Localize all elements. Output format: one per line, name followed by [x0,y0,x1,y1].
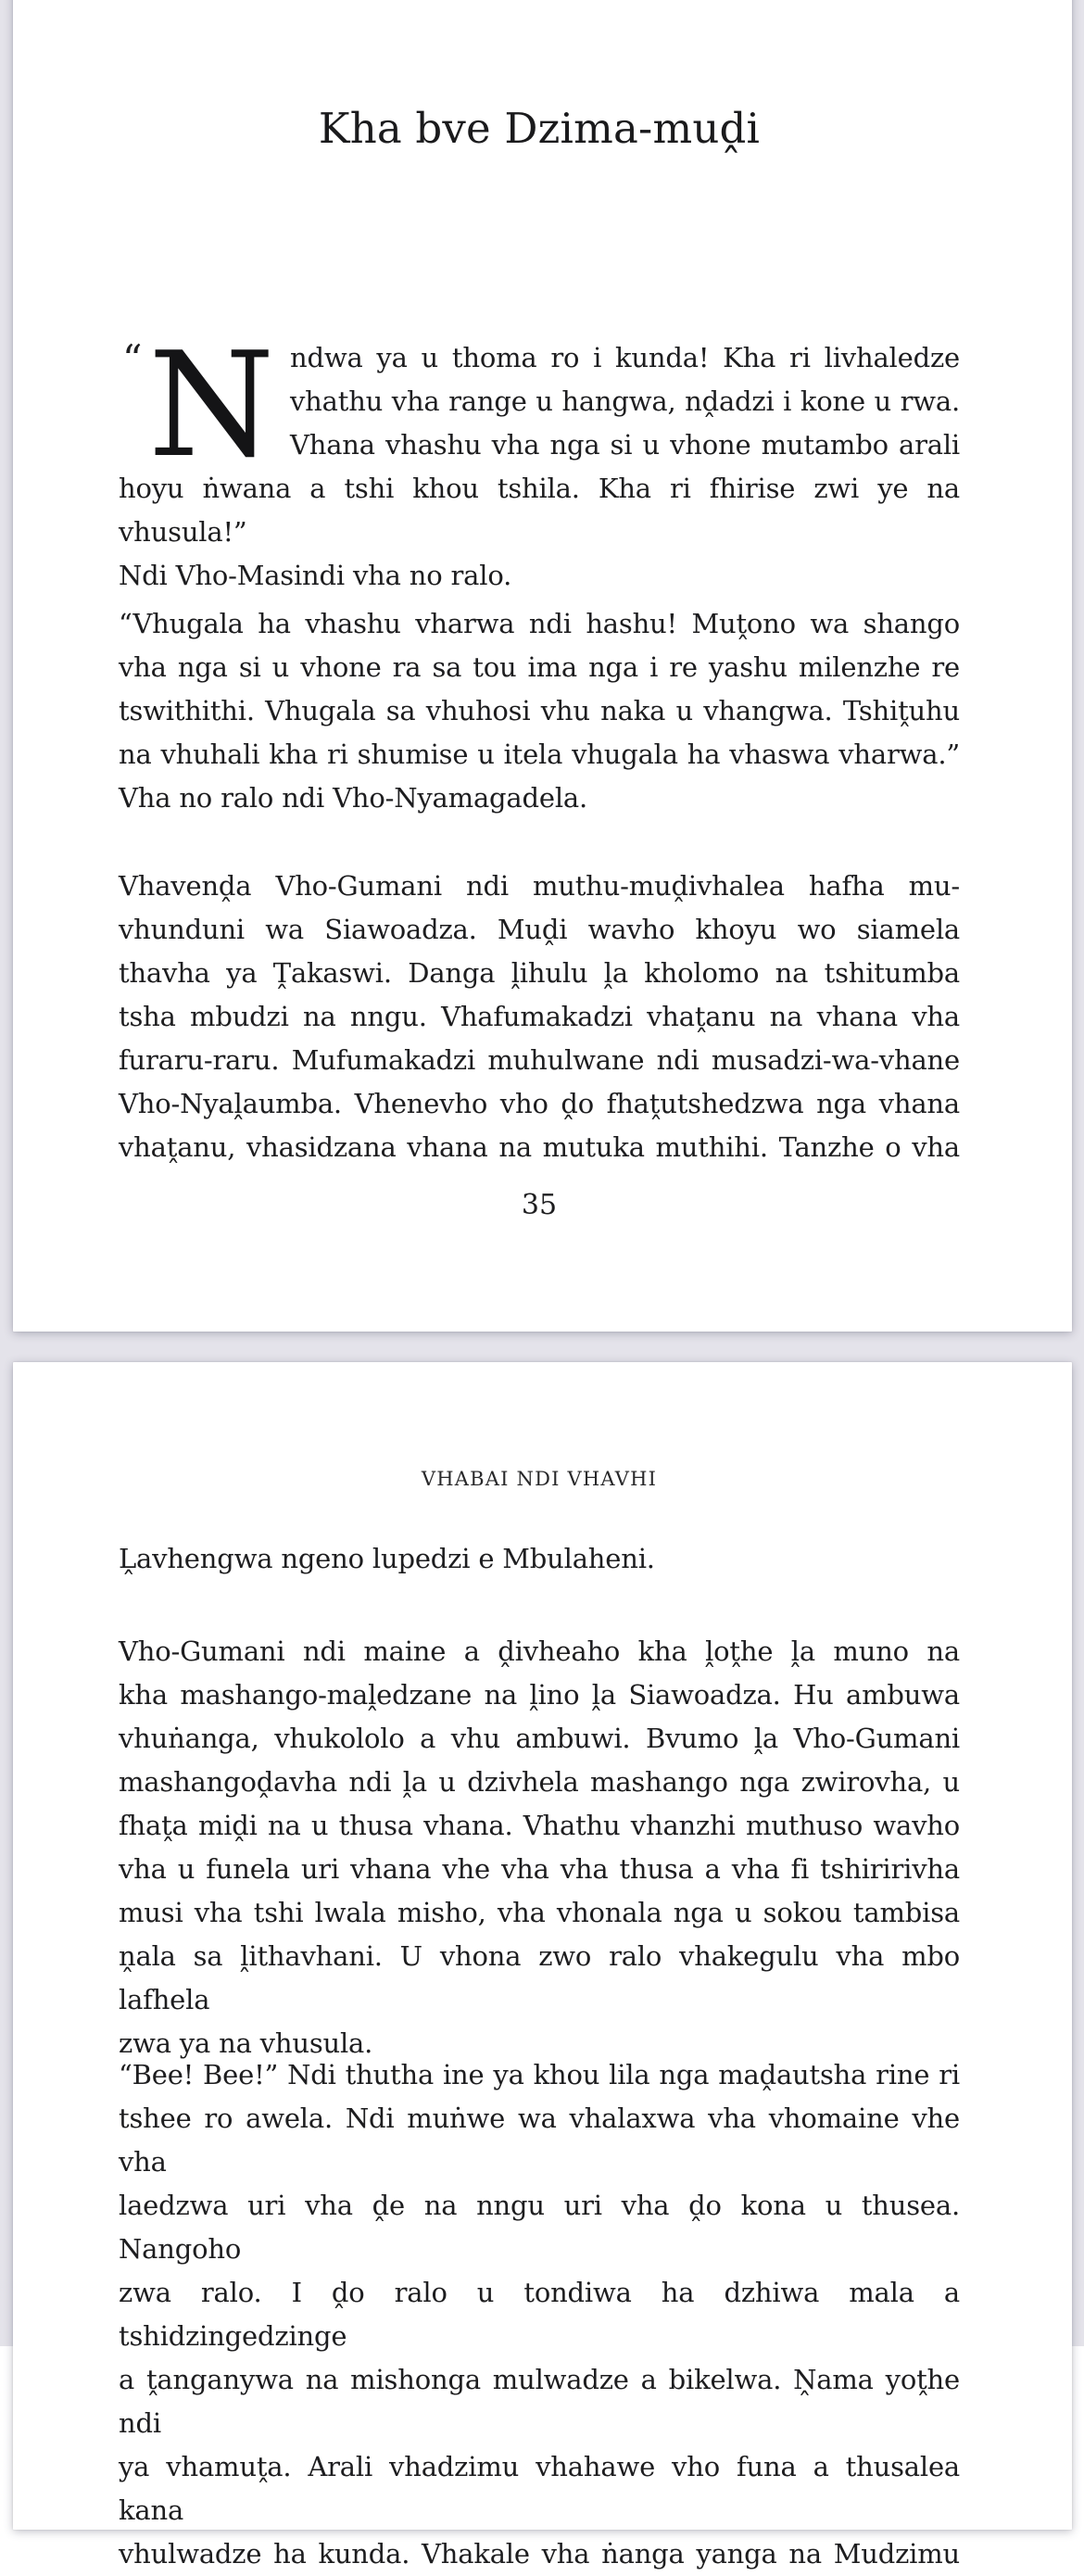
text-line: Ndi Vho-Masindi vha no ralo. [119,560,512,591]
paragraph [119,865,960,1169]
text-line: Vhavenḓa Vho-Gumani ndi muthu-muḓivhalea hafha mu- [119,870,960,902]
text-line: tsha mbudzi na nngu. Vhafumakadzi vhaṱanu na vhana vha [119,1001,960,1032]
book-page-35[interactable] [13,0,1072,1332]
chapter-title: Kha bve Dzima-muḓi [318,104,761,153]
text-line: zwa ralo. I ḓo ralo u tondiwa ha dzhiwa mala a tshidzingedzinge [119,2277,960,2352]
text-line: vhuṅanga, vhukololo a vhu ambuwi. Bvumo ḽa Vho-Gumani [119,1723,960,1754]
text-line: thavha ya Ṱakaswi. Danga ḽihulu ḽa kholomo na tshitumba [119,957,960,989]
text-line: vha nga si u vhone ra sa tou ima nga i re yashu milenzhe re [119,651,960,683]
text-line: vhulwadze ha kunda. Vhakale vha ṅanga yanga na Mudzimu [119,2538,960,2570]
text-line: vhathu vha range u hangwa, nḓadzi i kone u rwa. [290,385,960,417]
text-line: ndwa ya u thoma ro i kunda! Kha ri livhaledze [290,342,960,373]
opening-quote-mark: “ [122,336,143,382]
text-line: “Bee! Bee!” Ndi thutha ine ya khou lila nga maḓautsha rine ri [119,2059,960,2090]
running-header: VHABAI NDI VHAVHI [421,1468,658,1490]
text-line: Vho-Nyaḽaumba. Vhenevho vho ḓo fhaṱutshedzwa nga vhana [119,1088,960,1119]
paragraph [119,2053,960,2576]
page-number: 35 [521,1189,558,1221]
text-line: “Vhugala ha vhashu vharwa ndi hashu! Muṱono wa shango [119,608,960,639]
text-line: laedzwa uri vha ḓe na nngu uri vha ḓo kona u thusea. Nangoho [119,2190,960,2265]
text-line: ya vhamuṱa. Arali vhadzimu vhahawe vho funa a thusalea kana [119,2451,960,2526]
book-page-36[interactable] [13,1362,1072,2570]
text-line: hoyu ṅwana a tshi khou tshila. Kha ri fhirise zwi ye na vhusula!” [119,473,960,548]
text-line: Vhana vhashu vha nga si u vhone mutambo arali [290,429,960,461]
paragraph [119,1630,960,2065]
paragraph-opening [119,321,960,598]
text-line: a ṱanganywa na mishonga mulwadze a bikelwa. Ṋama yoṱhe ndi [119,2364,960,2439]
text-line: furaru-raru. Mufumakadzi muhulwane ndi musadzi-wa-vhane [119,1044,960,1076]
text-line: fhaṱa miḓi na u thusa vhana. Vhathu vhanzhi muthuso wavho [119,1810,960,1841]
text-line: kha mashango-maḽedzane na ḽino ḽa Siawoadza. Hu ambuwa [119,1679,960,1711]
text-line: na vhuhali kha ri shumise u itela vhugala ha vhaswa vharwa.” [119,739,960,770]
text-line: tswithithi. Vhugala sa vhuhosi vhu naka u vhangwa. Tshiṱuhu [119,695,960,726]
text-line: ṋala sa ḽithavhani. U vhona zwo ralo vhakegulu vha mbo lafhela [119,1940,960,2015]
text-line: mashangoḓavha ndi ḽa u dzivhela mashango nga zwirovha, u [119,1766,960,1798]
text-line: musi vha tshi lwala misho, vha vhonala nga u sokou tambisa [119,1897,960,1928]
text-line: vhunduni wa Siawoadza. Muḓi wavho khoyu wo siamela [119,914,960,945]
paragraph [119,602,960,820]
text-line: vha u funela uri vhana vhe vha vha thusa a vha fi tshiririvha [119,1853,960,1885]
text-line: zwa ya na vhusula. [119,2027,373,2059]
text-line: tshee ro awela. Ndi muṅwe wa vhalaxwa vha vhomaine vhe vha [119,2102,960,2178]
text-line: vhaṱanu, vhasidzana vhana na mutuka muthihi. Tanzhe o vha [119,1131,960,1163]
paragraph-end-line: Ḽavhengwa ngeno lupedzi e Mbulaheni. [119,1543,655,1574]
text-line: Vho-Gumani ndi maine a ḓivheaho kha ḽoṱhe ḽa muno na [119,1635,960,1667]
text-line: Vha no ralo ndi Vho-Nyamagadela. [119,782,587,814]
drop-cap-letter: N [148,321,275,489]
